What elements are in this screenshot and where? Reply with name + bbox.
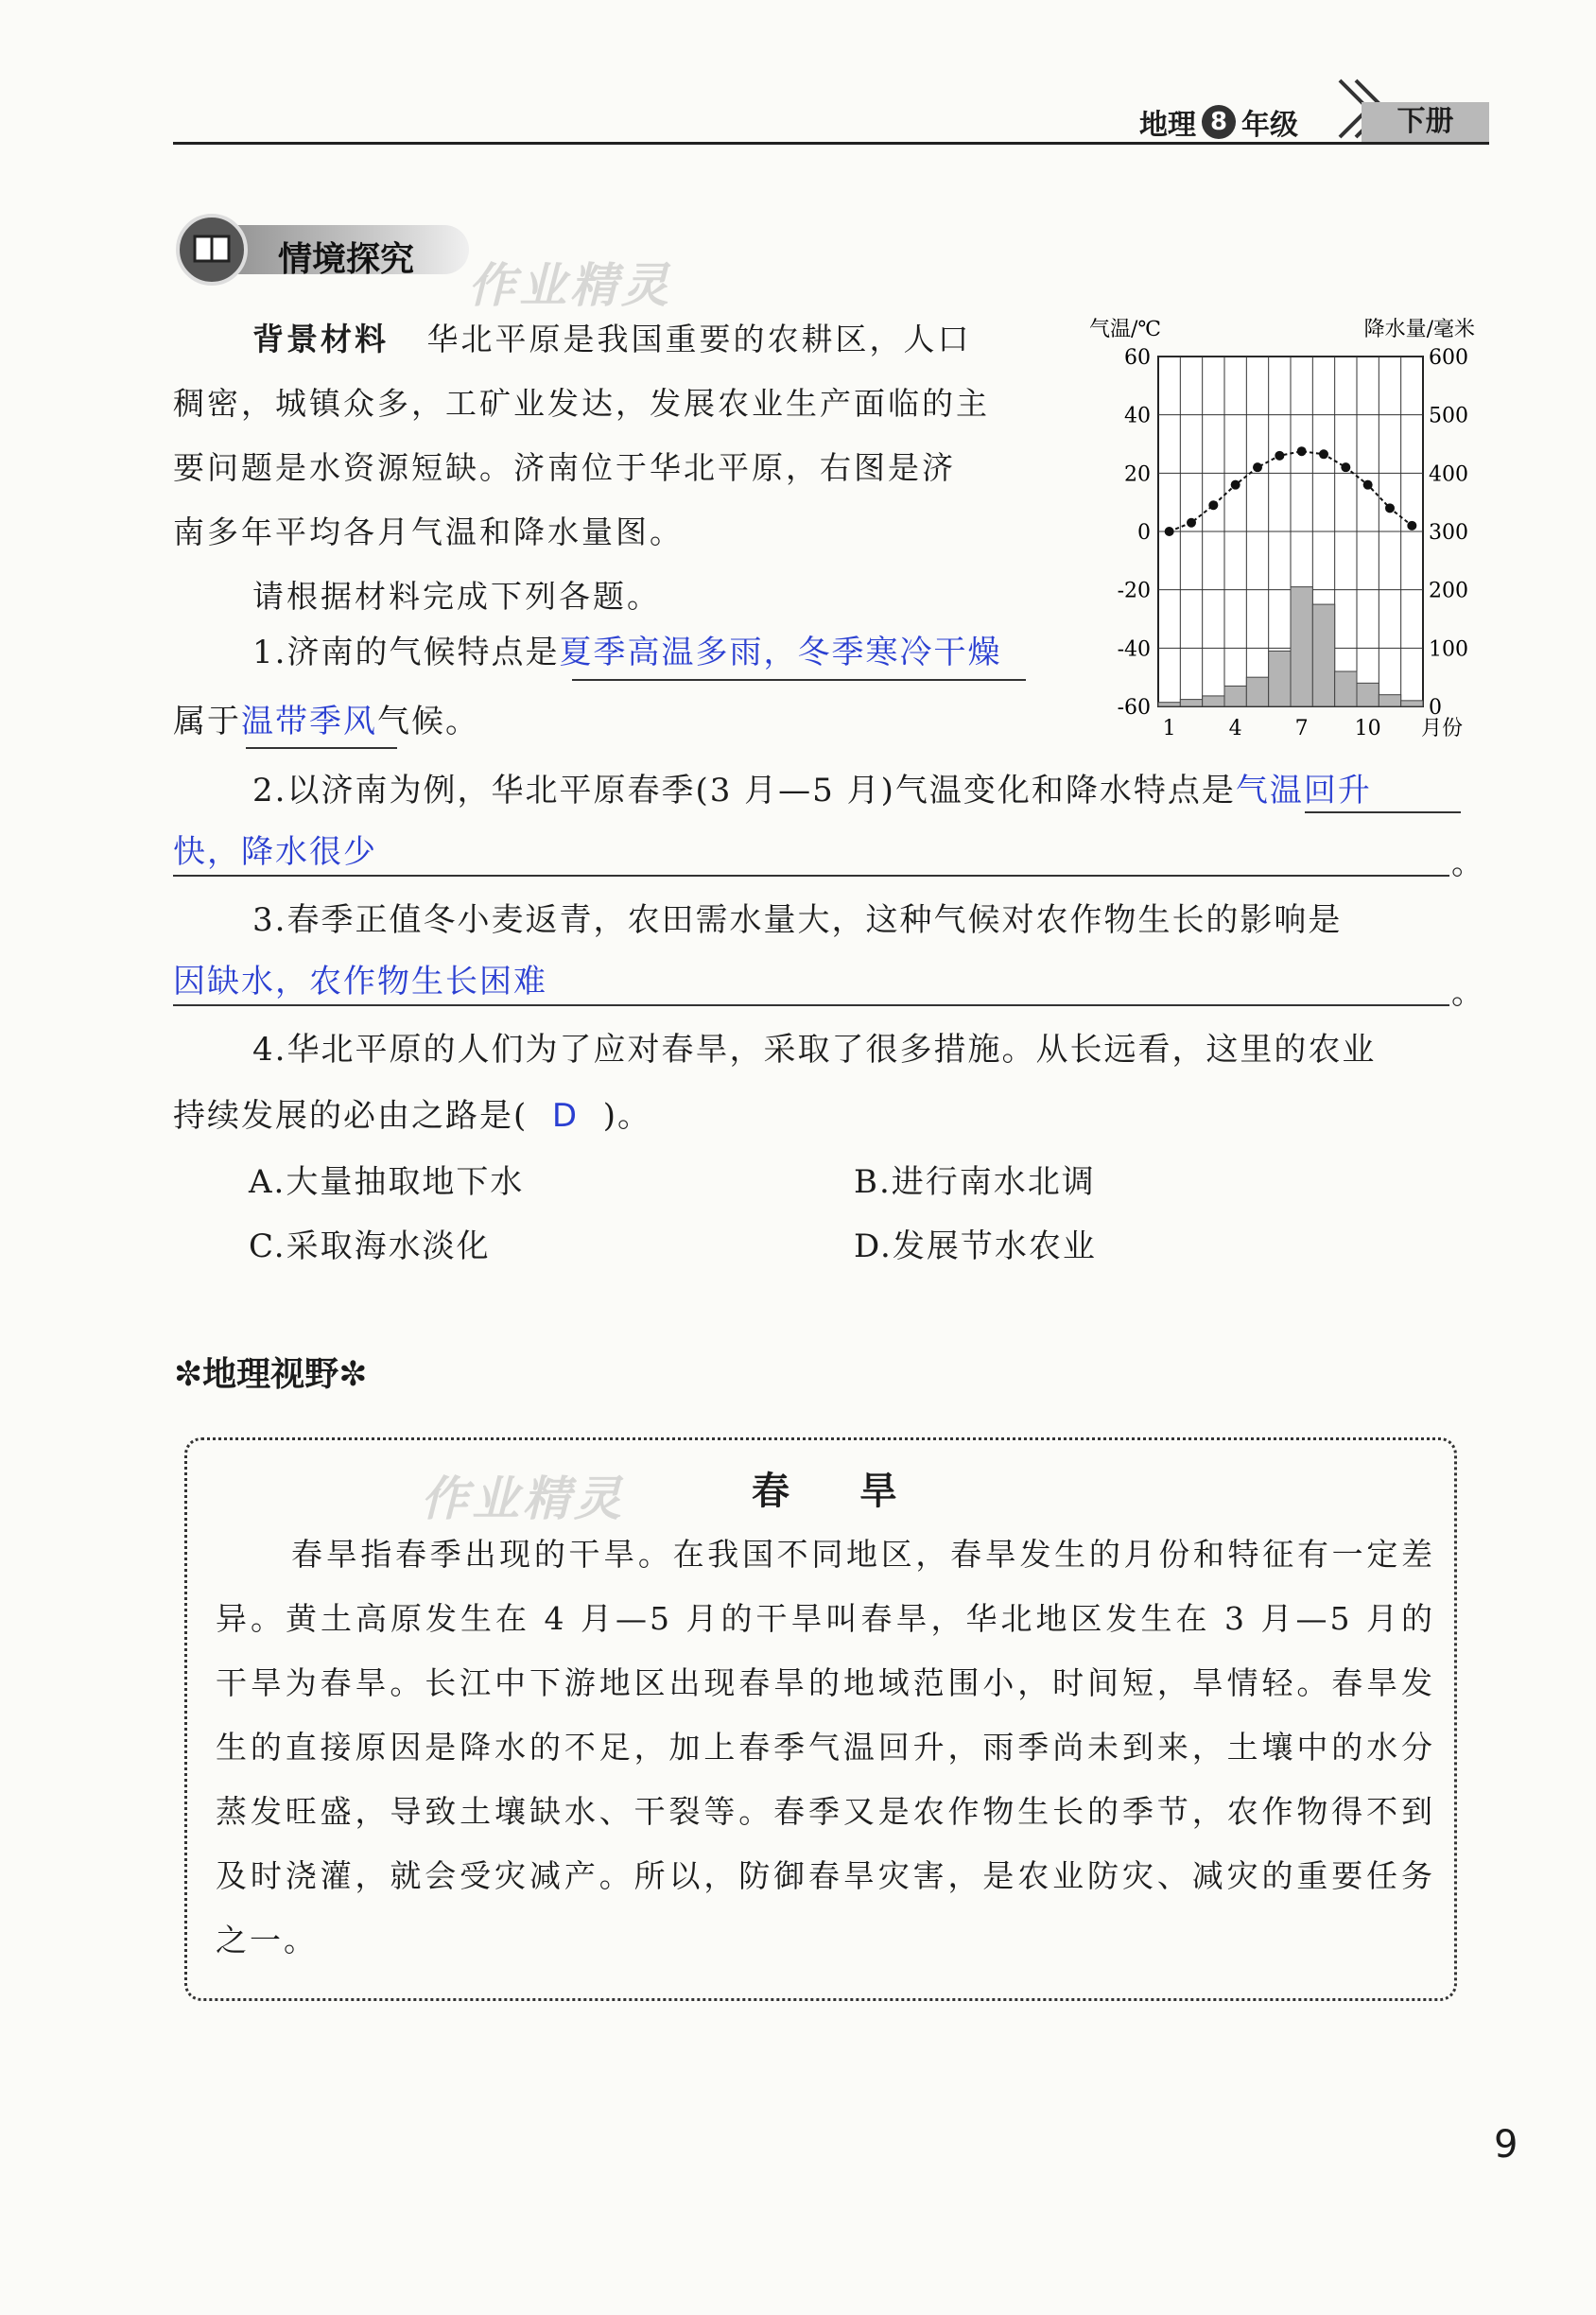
background-line-1 bbox=[252, 307, 971, 372]
question-2-line-2 bbox=[173, 826, 377, 872]
q3-answer: 因缺水，农作物生长困难 bbox=[173, 963, 547, 1001]
book-icon bbox=[176, 214, 248, 286]
background-line-3: 要问题是水资源短缺。济南位于华北平原，右图是济 bbox=[173, 449, 956, 486]
precip-tick-label: 0 bbox=[1429, 696, 1442, 720]
precip-bar bbox=[1379, 695, 1400, 706]
question-3-line-2 bbox=[173, 955, 547, 1001]
precip-bar bbox=[1180, 700, 1202, 706]
temp-tick-label: 60 bbox=[1124, 346, 1151, 370]
q3-underline bbox=[173, 1004, 1449, 1006]
temp-tick-label: -20 bbox=[1117, 579, 1151, 603]
temp-point bbox=[1363, 480, 1373, 490]
temp-point bbox=[1187, 518, 1196, 528]
temp-point bbox=[1385, 503, 1395, 513]
background-text-1: 华北平原是我国重要的农耕区，人口 bbox=[426, 321, 972, 357]
precip-bar bbox=[1401, 701, 1423, 706]
q1-answer-2: 温带季风 bbox=[241, 703, 377, 740]
q4-suffix: )。 bbox=[602, 1097, 651, 1135]
temp-point bbox=[1275, 451, 1284, 461]
q2-underline-2 bbox=[173, 875, 1449, 877]
q2-answer-a: 气温回升 bbox=[1235, 772, 1372, 809]
precip-bar bbox=[1312, 604, 1334, 706]
option-c: C.采取海水淡化 bbox=[249, 1227, 491, 1265]
grade-label: 年级 bbox=[1241, 109, 1298, 142]
precip-tick-label: 100 bbox=[1429, 637, 1468, 662]
question-2-line-1 bbox=[252, 764, 1372, 810]
temp-tick-label: 40 bbox=[1124, 404, 1151, 428]
background-line-2: 稠密，城镇众多，工矿业发达，发展农业生产面临的主 bbox=[173, 385, 990, 422]
section-title: 情境探究 bbox=[278, 240, 415, 279]
background-label: 背景材料 bbox=[252, 321, 389, 357]
precip-bar bbox=[1291, 587, 1312, 706]
instruction: 请根据材料完成下列各题。 bbox=[252, 578, 661, 615]
subject-label: 地理 bbox=[1139, 109, 1196, 142]
q4-answer: D bbox=[551, 1097, 580, 1135]
page-number: 9 bbox=[1494, 2123, 1518, 2167]
q3-end: 。 bbox=[1451, 974, 1485, 1012]
grade-number-badge: 8 bbox=[1202, 105, 1236, 139]
q1-answer-1: 夏季高温多雨，冬季寒冷干燥 bbox=[559, 634, 1002, 671]
header-subject-grade bbox=[1139, 101, 1298, 143]
temp-tick-label: 0 bbox=[1137, 521, 1151, 545]
precip-tick-label: 200 bbox=[1429, 579, 1468, 603]
temp-tick-label: 20 bbox=[1124, 462, 1151, 487]
q2-prefix: 2.以济南为例，华北平原春季(3 月—5 月)气温变化和降水特点是 bbox=[252, 772, 1236, 809]
question-4-line-2 bbox=[173, 1089, 651, 1136]
temp-axis-label: 气温/℃ bbox=[1089, 318, 1162, 341]
vision-heading bbox=[174, 1348, 367, 1396]
snowflake-icon: ✼ bbox=[174, 1355, 203, 1394]
temp-point bbox=[1231, 480, 1240, 490]
box-text: 春旱指春季出现的干旱。在我国不同地区，春旱发生的月份和特征有一定差异。黄土高原发生在 4 月—5 月的干旱叫春旱，华北地区发生在 3 月—5 月的干旱为春旱。长江中下游地区出现春旱的地域范围小，时间短，旱情轻。春旱发生的直接原因是降水的不足，加上春季气温回升，雨季尚未到来，土壤中的水分蒸发旺盛，导致土壤缺水、干裂等。春季又是农作物生长的季节，农作物得不到及时浇灌，就会受灾减产。所以，防御春旱灾害，是农业防灾、减灾的重要任务之一。 bbox=[216, 1536, 1435, 1958]
question-1-line-1 bbox=[252, 626, 1001, 672]
precip-bar bbox=[1224, 686, 1246, 706]
box-title: 春 旱 bbox=[752, 1470, 926, 1513]
temp-point bbox=[1165, 527, 1174, 536]
precip-bar bbox=[1246, 677, 1268, 706]
precip-axis-label: 降水量/毫米 bbox=[1363, 318, 1475, 341]
question-3-line-1: 3.春季正值冬小麦返青，农田需水量大，这种气候对农作物生长的影响是 bbox=[252, 901, 1343, 939]
temp-point bbox=[1319, 449, 1328, 459]
q1-suffix: 气候。 bbox=[377, 703, 479, 740]
precip-tick-label: 300 bbox=[1429, 521, 1468, 545]
snowflake-icon: ✼ bbox=[338, 1355, 368, 1394]
q2-answer-b: 快，降水很少 bbox=[173, 833, 377, 871]
month-tick-label: 1 bbox=[1162, 717, 1176, 740]
precip-tick-label: 500 bbox=[1429, 404, 1468, 428]
precip-tick-label: 400 bbox=[1429, 462, 1468, 487]
q1-underline-2 bbox=[246, 747, 397, 749]
watermark-2: 作业精灵 bbox=[421, 1471, 625, 1526]
question-1-line-2 bbox=[173, 695, 479, 741]
x-axis-label: 月份 bbox=[1421, 717, 1464, 740]
month-tick-label: 10 bbox=[1354, 717, 1381, 740]
precip-tick-label: 600 bbox=[1429, 346, 1468, 370]
option-b: B.进行南水北调 bbox=[854, 1163, 1096, 1201]
q2-end: 。 bbox=[1451, 844, 1485, 882]
section-badge bbox=[176, 214, 478, 286]
precip-bar bbox=[1357, 683, 1379, 706]
month-tick-label: 4 bbox=[1228, 717, 1242, 740]
header-rule bbox=[173, 142, 1489, 145]
temp-point bbox=[1253, 462, 1262, 472]
q1-underline-1 bbox=[572, 679, 1026, 681]
temp-point bbox=[1341, 462, 1350, 472]
option-d: D.发展节水农业 bbox=[854, 1227, 1097, 1265]
precip-bar bbox=[1269, 651, 1291, 706]
option-a: A.大量抽取地下水 bbox=[249, 1163, 525, 1201]
temp-tick-label: -40 bbox=[1117, 637, 1151, 662]
watermark: 作业精灵 bbox=[468, 258, 672, 313]
background-line-4: 南多年平均各月气温和降水量图。 bbox=[173, 513, 684, 550]
vision-title: 地理视野 bbox=[202, 1355, 339, 1394]
q2-underline-1 bbox=[1305, 811, 1461, 813]
precip-bar bbox=[1158, 703, 1180, 706]
q4-prefix: 持续发展的必由之路是( bbox=[173, 1097, 529, 1135]
q1-prefix: 1.济南的气候特点是 bbox=[252, 634, 560, 671]
climate-chart bbox=[1078, 307, 1484, 752]
question-4-line-1: 4.华北平原的人们为了应对春旱，采取了很多措施。从长远看，这里的农业 bbox=[252, 1031, 1377, 1069]
temp-point bbox=[1407, 521, 1416, 531]
volume-tab: 下册 bbox=[1362, 102, 1489, 142]
month-tick-label: 7 bbox=[1294, 717, 1309, 740]
precip-bar bbox=[1335, 671, 1357, 706]
q1-mid: 属于 bbox=[173, 703, 241, 740]
precip-bar bbox=[1203, 696, 1224, 706]
temp-tick-label: -60 bbox=[1117, 696, 1151, 720]
temp-point bbox=[1208, 500, 1218, 510]
temp-point bbox=[1297, 446, 1307, 456]
